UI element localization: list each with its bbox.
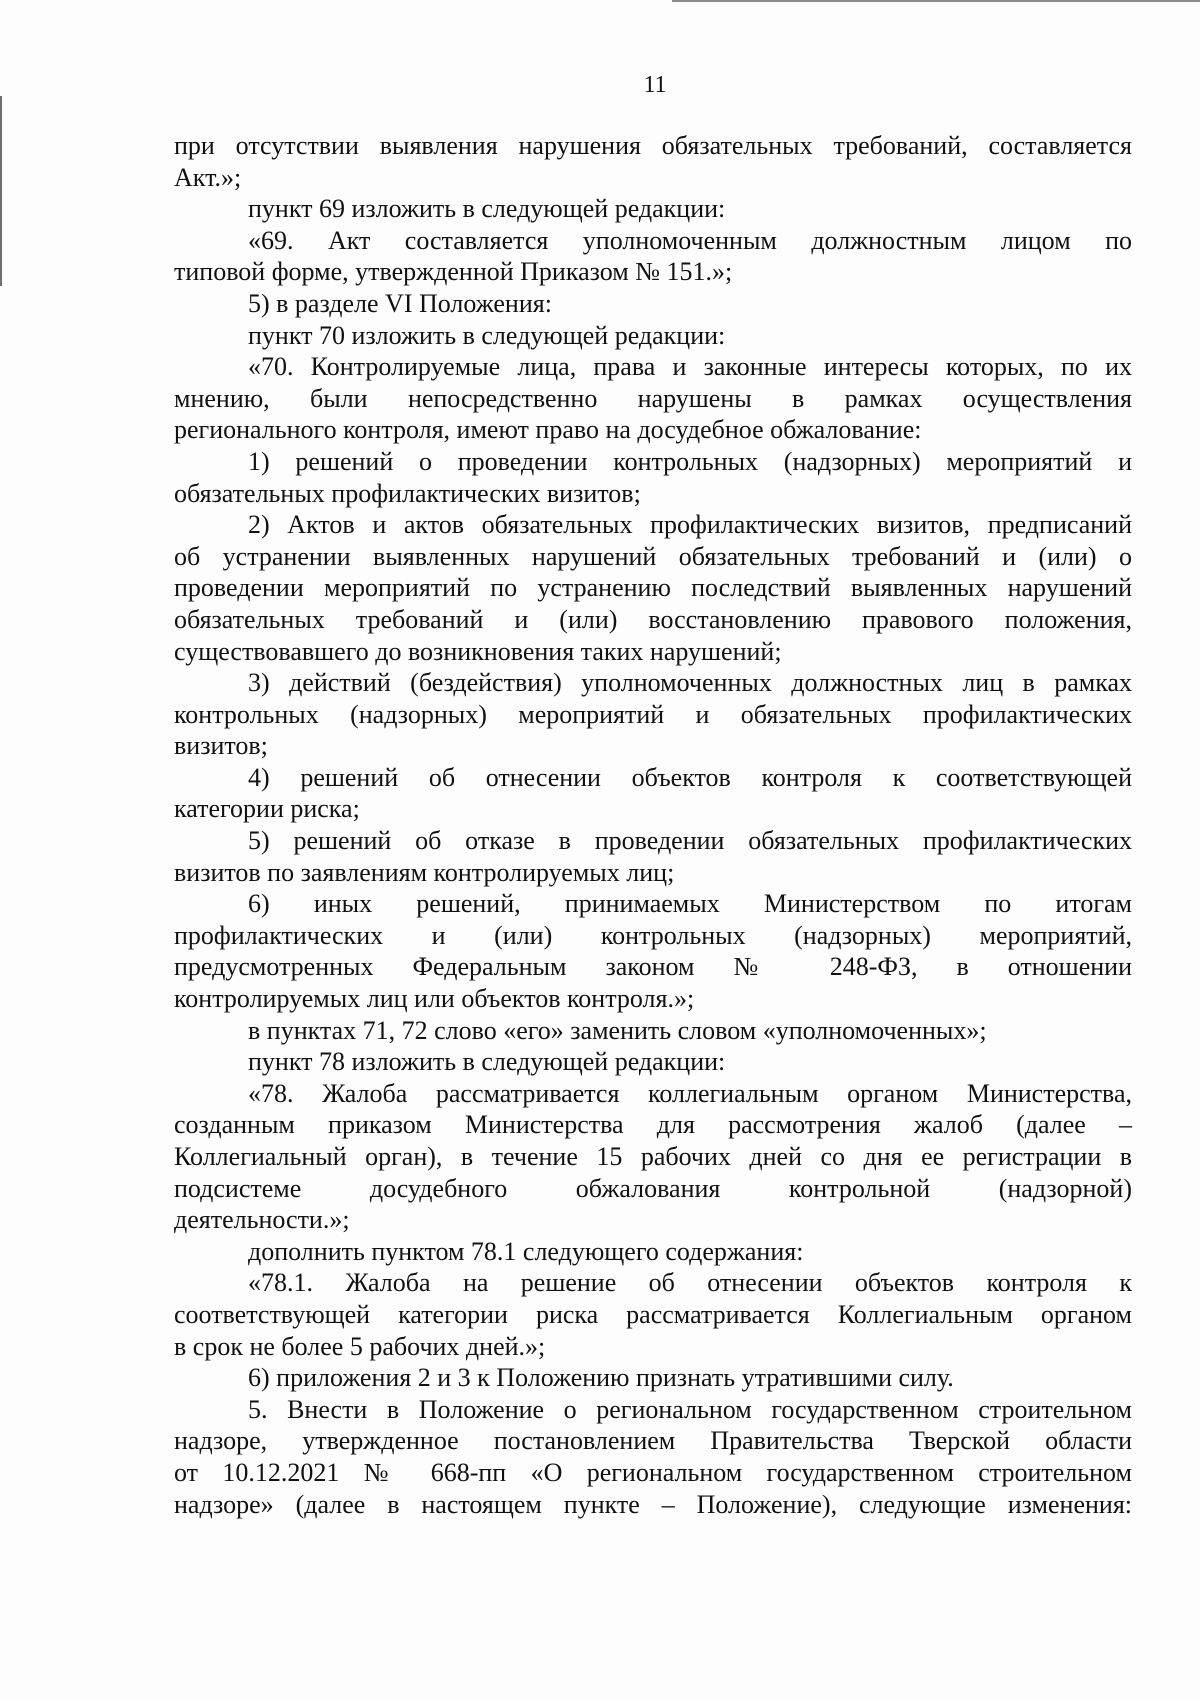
text-line: пункт 69 изложить в следующей редакции:	[248, 194, 726, 224]
text-line: деятельности.»;	[174, 1205, 350, 1235]
text-line: 5. Внести в Положение о региональном государственном строительном	[248, 1394, 1132, 1424]
text-line: типовой форме, утвержденной Приказом № 151.»;	[174, 257, 733, 287]
text-line: пункт 70 изложить в следующей редакции:	[248, 320, 726, 350]
text-line: об устранении выявленных нарушений обязательных требований и (или) о	[174, 541, 1132, 571]
text-line: 6) иных решений, принимаемых Министерством по итогам	[248, 889, 1132, 919]
text-line: 5) решений об отказе в проведении обязательных профилактических	[248, 826, 1132, 856]
text-line: 5) в разделе VI Положения:	[248, 288, 552, 318]
text-line: Акт.»;	[174, 162, 242, 192]
text-line: предусмотренных Федеральным законом № 248-ФЗ, в отношении	[174, 952, 1132, 982]
scan-binding-mark	[0, 96, 2, 286]
text-line: мнению, были непосредственно нарушены в рамках осуществления	[174, 383, 1132, 413]
text-line: существовавшего до возникновения таких нарушений;	[174, 636, 782, 666]
text-line: «70. Контролируемые лица, права и законные интересы которых, по их	[248, 352, 1132, 382]
text-line: от 10.12.2021 № 668-пп «О региональном государственном строительном	[174, 1457, 1132, 1487]
text-line: профилактических и (или) контрольных (надзорных) мероприятий,	[174, 920, 1132, 950]
text-line: надзоре, утвержденное постановлением Правительства Тверской области	[174, 1426, 1132, 1456]
text-line: пункт 78 изложить в следующей редакции:	[248, 1047, 726, 1077]
text-line: регионального контроля, имеют право на досудебное обжалование:	[174, 415, 922, 445]
text-line: визитов;	[174, 731, 268, 761]
text-line: «78. Жалоба рассматривается коллегиальным органом Министерства,	[248, 1078, 1132, 1108]
text-line: 4) решений об отнесении объектов контроля к соответствующей	[248, 762, 1132, 792]
scan-edge-line	[672, 0, 1200, 2]
text-line: категории риска;	[174, 794, 360, 824]
text-line: 1) решений о проведении контрольных (надзорных) мероприятий и	[248, 446, 1132, 476]
text-line: «69. Акт составляется уполномоченным должностным лицом по	[248, 225, 1132, 255]
page-number: 11	[643, 72, 667, 98]
document-body	[174, 130, 1132, 1520]
text-line: контрольных (надзорных) мероприятий и обязательных профилактических	[174, 699, 1132, 729]
text-line: «78.1. Жалоба на решение об отнесении объектов контроля к	[248, 1268, 1132, 1298]
text-line: 6) приложения 2 и 3 к Положению признать утратившими силу.	[248, 1363, 954, 1393]
text-line: визитов по заявлениям контролируемых лиц;	[174, 857, 675, 887]
text-line: обязательных профилактических визитов;	[174, 478, 641, 508]
text-line: 2) Актов и актов обязательных профилактических визитов, предписаний	[248, 510, 1132, 540]
text-line: Коллегиальный орган), в течение 15 рабочих дней со дня ее регистрации в	[174, 1142, 1132, 1171]
text-line: в пунктах 71, 72 слово «его» заменить словом «уполномоченных»;	[248, 1015, 987, 1045]
text-line: подсистеме досудебного обжалования контрольной (надзорной)	[174, 1173, 1132, 1203]
text-line: надзоре» (далее в настоящем пункте – Положение), следующие изменения:	[174, 1489, 1132, 1519]
text-line: соответствующей категории риска рассматривается Коллегиальным органом	[174, 1299, 1132, 1329]
text-line: проведении мероприятий по устранению последствий выявленных нарушений	[174, 573, 1132, 603]
text-line: в срок не более 5 рабочих дней.»;	[174, 1331, 546, 1361]
text-line: при отсутствии выявления нарушения обязательных требований, составляется	[174, 131, 1132, 160]
text-line: обязательных требований и (или) восстановлению правового положения,	[174, 604, 1132, 634]
text-line: дополнить пунктом 78.1 следующего содержания:	[248, 1236, 804, 1266]
text-line: созданным приказом Министерства для рассмотрения жалоб (далее –	[174, 1110, 1132, 1140]
text-line: контролируемых лиц или объектов контроля.»;	[174, 984, 695, 1014]
text-line: 3) действий (бездействия) уполномоченных должностных лиц в рамках	[248, 668, 1132, 698]
